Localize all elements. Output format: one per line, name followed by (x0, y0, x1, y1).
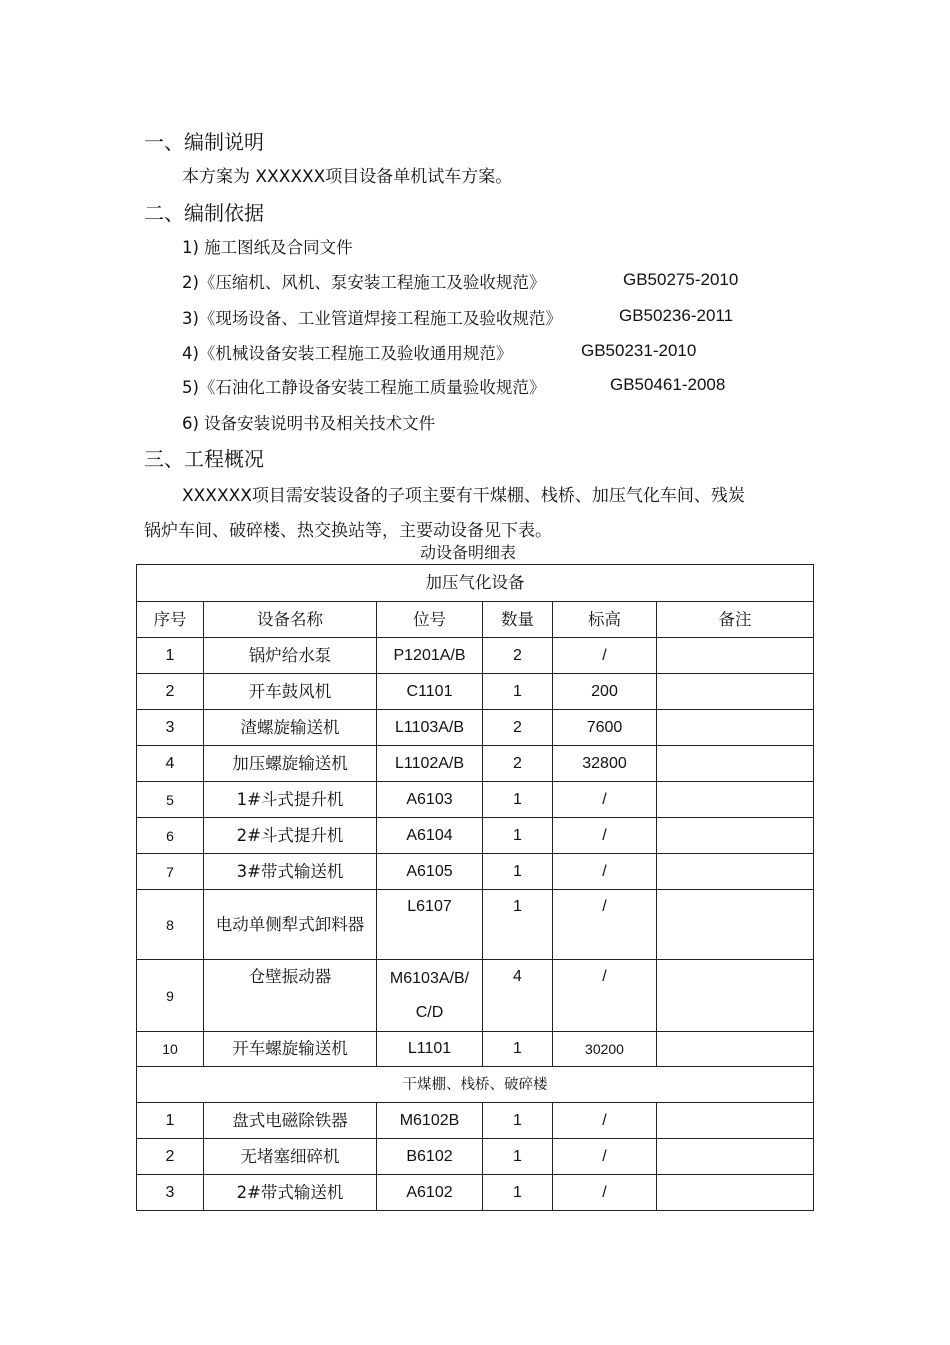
table-cell: L1101 (377, 1032, 483, 1067)
section-1-title: 一、编制说明 (144, 130, 264, 154)
table-cell: / (553, 782, 657, 818)
reference-3: 3)《现场设备、工业管道焊接工程施工及验收规范》 (182, 309, 562, 328)
table-cell: 2#带式输送机 (204, 1175, 377, 1211)
table-cell: 1 (137, 638, 204, 674)
table-cell: 1 (483, 674, 553, 710)
table-cell: 渣螺旋输送机 (204, 710, 377, 746)
table-row (137, 1103, 814, 1139)
reference-4: 4)《机械设备安装工程施工及验收通用规范》 (182, 344, 513, 363)
table-cell: A6104 (377, 818, 483, 854)
table-cell: 1 (483, 1032, 553, 1067)
table-cell (657, 890, 814, 960)
table-cell: 1 (137, 1103, 204, 1139)
table-cell: 1 (483, 1175, 553, 1211)
table-header-row (137, 602, 814, 638)
table-cell: 1 (483, 890, 553, 960)
table-cell: L1102A/B (377, 746, 483, 782)
table-row (137, 1139, 814, 1175)
table-row (137, 782, 814, 818)
table-cell (657, 1175, 814, 1211)
table-cell: 4 (137, 746, 204, 782)
table-cell (657, 1103, 814, 1139)
section-1-body: 本方案为 XXXXXX项目设备单机试车方案。 (182, 167, 513, 187)
table-cell (657, 674, 814, 710)
table-cell: 3 (137, 1175, 204, 1211)
table-cell: 32800 (553, 746, 657, 782)
table-row (137, 854, 814, 890)
reference-2-code: GB50275-2010 (623, 270, 739, 289)
table-cell (657, 710, 814, 746)
section-3-title: 三、工程概况 (144, 447, 264, 471)
table-cell: 锅炉给水泵 (204, 638, 377, 674)
header-cell: 位号 (377, 602, 483, 638)
table-cell: / (553, 890, 657, 960)
table-row (137, 746, 814, 782)
table-cell: C1101 (377, 674, 483, 710)
reference-5-code: GB50461-2008 (610, 375, 726, 394)
table-cell: / (553, 1139, 657, 1175)
table-cell: 1 (483, 818, 553, 854)
reference-1: 1) 施工图纸及合同文件 (182, 238, 353, 257)
table-cell: 开车螺旋输送机 (204, 1032, 377, 1067)
table-row (137, 710, 814, 746)
table-cell: 30200 (553, 1032, 657, 1067)
table-row (137, 674, 814, 710)
table-cell: 7600 (553, 710, 657, 746)
equipment-table (136, 564, 814, 1211)
table-cell: 1 (483, 782, 553, 818)
table-cell: 5 (137, 782, 204, 818)
table-cell: 电动单侧犁式卸料器 (204, 890, 377, 960)
table-cell: 2 (137, 1139, 204, 1175)
reference-3-code: GB50236-2011 (619, 306, 734, 325)
table-cell (657, 638, 814, 674)
table-cell: 1 (483, 1139, 553, 1175)
table-cell: 开车鼓风机 (204, 674, 377, 710)
table-cell (657, 960, 814, 1032)
table-cell: 6 (137, 818, 204, 854)
table-cell: P1201A/B (377, 638, 483, 674)
table-cell: 加压螺旋输送机 (204, 746, 377, 782)
table-cell (657, 854, 814, 890)
table-cell: 4 (483, 960, 553, 1032)
table-cell: A6102 (377, 1175, 483, 1211)
table-cell: A6103 (377, 782, 483, 818)
table-cell: M6103A/B/C/D (377, 960, 483, 1032)
reference-2: 2)《压缩机、风机、泵安装工程施工及验收规范》 (182, 273, 546, 292)
table-cell (657, 1032, 814, 1067)
table-cell: 无堵塞细碎机 (204, 1139, 377, 1175)
table-cell: 2 (137, 674, 204, 710)
table-cell: 1#斗式提升机 (204, 782, 377, 818)
table-row (137, 638, 814, 674)
reference-5: 5)《石油化工静设备安装工程施工质量验收规范》 (182, 378, 546, 397)
table-cell: 2#斗式提升机 (204, 818, 377, 854)
table-cell: 9 (137, 960, 204, 1032)
table-cell: L6107 (377, 890, 483, 960)
table-row (137, 1032, 814, 1067)
table-cell (657, 1139, 814, 1175)
table-row (137, 890, 814, 960)
table-cell: 10 (137, 1032, 204, 1067)
table-cell: 2 (483, 746, 553, 782)
table-cell (657, 818, 814, 854)
header-cell: 标高 (553, 602, 657, 638)
table-cell (657, 746, 814, 782)
table-cell (657, 782, 814, 818)
section-3-body-line-1: XXXXXX项目需安装设备的子项主要有干煤棚、栈桥、加压气化车间、残炭 (182, 486, 745, 506)
table-cell: 盘式电磁除铁器 (204, 1103, 377, 1139)
table-cell: 2 (483, 710, 553, 746)
header-cell: 备注 (657, 602, 814, 638)
table-cell: / (553, 960, 657, 1032)
table-cell: 200 (553, 674, 657, 710)
table-caption: 动设备明细表 (420, 543, 517, 562)
table-group-header: 加压气化设备 (137, 565, 814, 602)
table-row (137, 960, 814, 1032)
reference-4-code: GB50231-2010 (581, 341, 697, 360)
reference-6: 6) 设备安装说明书及相关技术文件 (182, 414, 436, 433)
section-2-title: 二、编制依据 (144, 201, 264, 225)
table-cell: 3#带式输送机 (204, 854, 377, 890)
table-cell: / (553, 854, 657, 890)
section-3-body-line-2: 锅炉车间、破碎楼、热交换站等，主要动设备见下表。 (144, 521, 552, 541)
table-cell: / (553, 818, 657, 854)
table-cell: L1103A/B (377, 710, 483, 746)
table-cell: 3 (137, 710, 204, 746)
table-cell: M6102B (377, 1103, 483, 1139)
header-cell: 设备名称 (204, 602, 377, 638)
table-cell: A6105 (377, 854, 483, 890)
table-cell: 1 (483, 854, 553, 890)
table-row (137, 1175, 814, 1211)
header-cell: 序号 (137, 602, 204, 638)
table-cell: 2 (483, 638, 553, 674)
table-group-header: 干煤棚、栈桥、破碎楼 (137, 1067, 814, 1103)
table-cell: / (553, 1103, 657, 1139)
header-cell: 数量 (483, 602, 553, 638)
table-cell: 8 (137, 890, 204, 960)
table-row (137, 818, 814, 854)
table-cell: 1 (483, 1103, 553, 1139)
table-cell: / (553, 1175, 657, 1211)
table-cell: / (553, 638, 657, 674)
table-cell: 7 (137, 854, 204, 890)
table-cell: B6102 (377, 1139, 483, 1175)
table-cell: 仓壁振动器 (204, 960, 377, 1032)
